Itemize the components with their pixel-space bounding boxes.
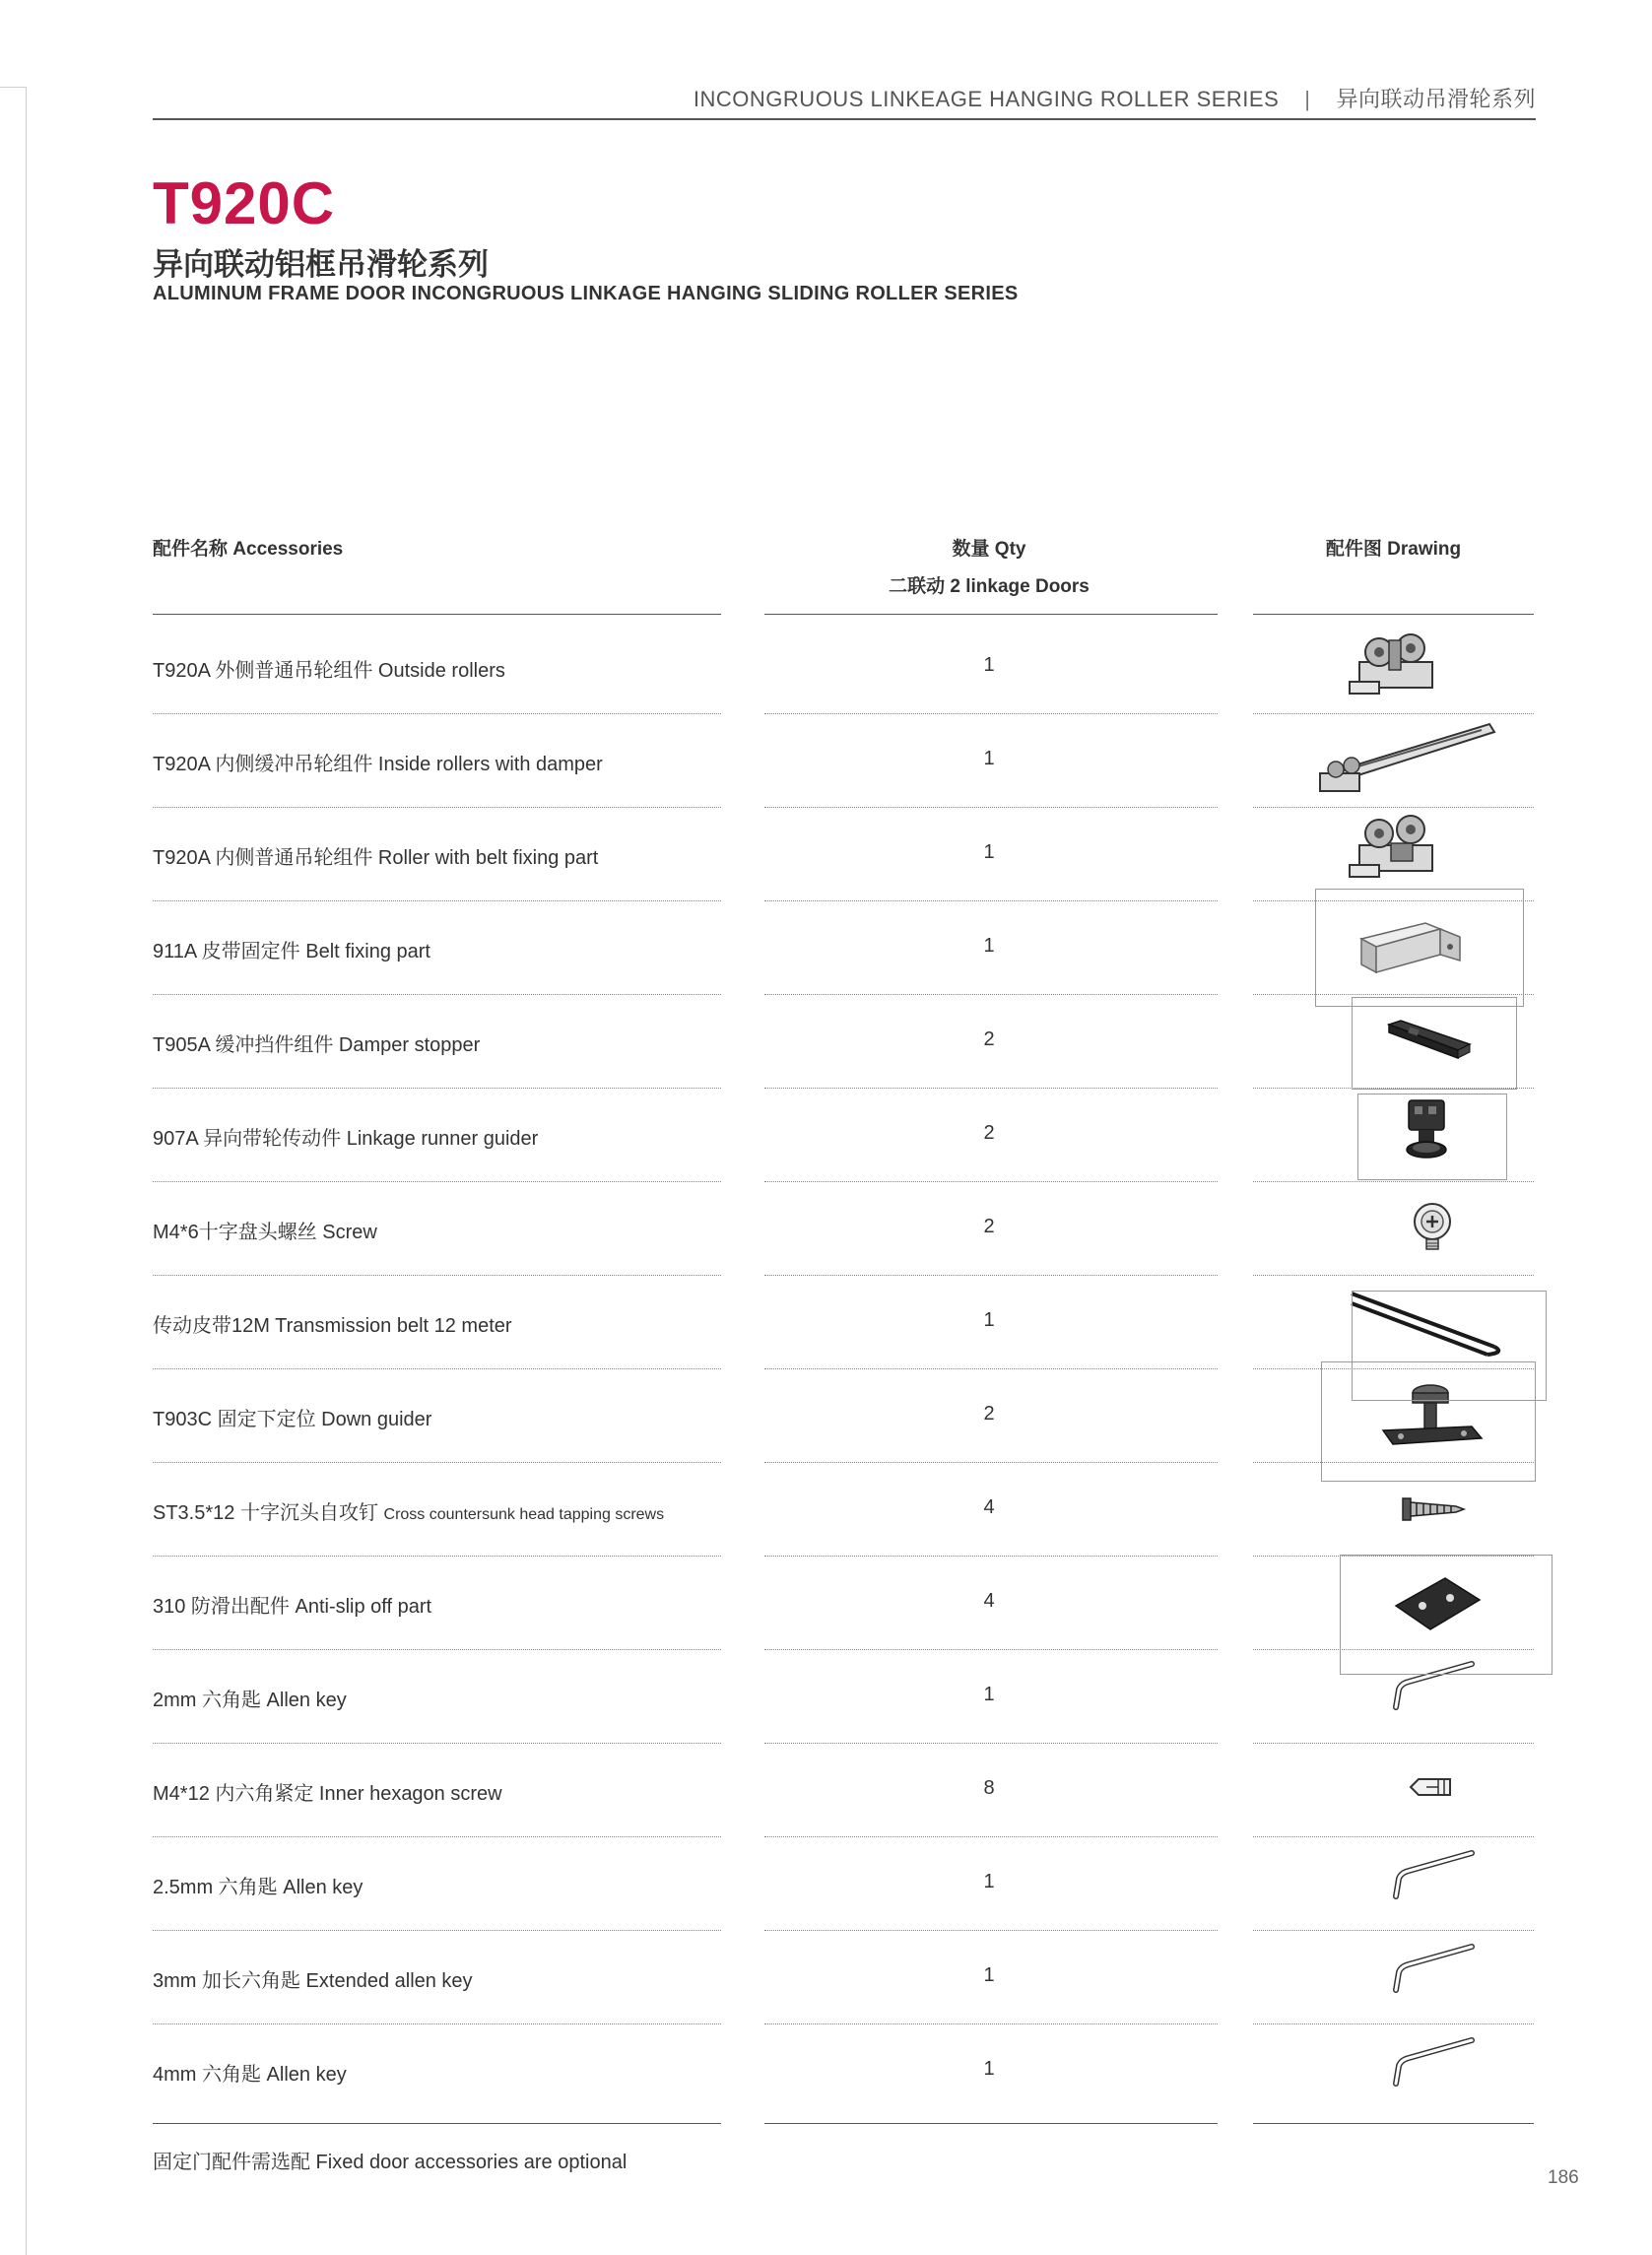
product-title-en: ALUMINUM FRAME DOOR INCONGRUOUS LINKAGE HANGING SLIDING ROLLER SERIES <box>153 283 1019 304</box>
accessory-qty: 1 <box>983 1684 995 1705</box>
table-row <box>0 1744 1652 1837</box>
roller-icon <box>1253 808 1534 901</box>
column-header-qty-sub: 二联动 2 linkage Doors <box>889 576 1090 597</box>
accessory-name: T903C 固定下定位 Down guider <box>153 1409 432 1430</box>
table-row <box>0 1276 1652 1369</box>
table-row <box>0 1837 1652 1931</box>
accessory-name-main: ST3.5*12 十字沉头自攻钉 <box>153 1502 384 1524</box>
table-row <box>0 1557 1652 1650</box>
column-header-qty: 数量 Qty <box>952 539 1026 560</box>
accessory-qty: 1 <box>983 1309 995 1331</box>
header-series-cn: 异向联动吊滑轮系列 <box>1336 87 1536 111</box>
accessory-name-small: Cross countersunk head tapping screws <box>383 1506 665 1523</box>
accessory-name: 3mm 加长六角匙 Extended allen key <box>153 1970 473 1992</box>
table-row <box>0 1463 1652 1557</box>
accessory-name: M4*12 内六角紧定 Inner hexagon screw <box>153 1783 502 1805</box>
accessory-qty: 2 <box>983 1216 995 1237</box>
allen-key-icon <box>1253 2024 1534 2118</box>
table-row <box>0 995 1652 1089</box>
allen-key-icon <box>1253 1931 1534 2024</box>
accessory-qty: 1 <box>983 841 995 863</box>
table-row <box>0 808 1652 901</box>
accessory-name: 310 防滑出配件 Anti-slip off part <box>153 1596 432 1618</box>
table-top-rule <box>764 614 1218 615</box>
accessory-qty: 8 <box>983 1777 995 1799</box>
accessory-name: 4mm 六角匙 Allen key <box>153 2064 347 2086</box>
page-number: 186 <box>1548 2167 1579 2188</box>
accessory-name: M4*6十字盘头螺丝 Screw <box>153 1222 377 1243</box>
product-title-cn: 异向联动铝框吊滑轮系列 <box>153 247 489 282</box>
table-bottom-rule <box>1253 2123 1534 2124</box>
accessory-qty: 2 <box>983 1028 995 1050</box>
table-bottom-rule <box>764 2123 1218 2124</box>
accessory-name: 传动皮带12M Transmission belt 12 meter <box>153 1315 512 1337</box>
accessory-name: T920A 内侧普通吊轮组件 Roller with belt fixing part <box>153 847 599 869</box>
column-header-drawing: 配件图 Drawing <box>1325 539 1462 560</box>
header-series <box>694 83 1536 113</box>
accessory-name: 911A 皮带固定件 Belt fixing part <box>153 941 430 962</box>
table-row <box>0 714 1652 808</box>
accessory-name: 2mm 六角匙 Allen key <box>153 1690 347 1711</box>
damper-roller-icon <box>1253 714 1534 808</box>
anti-slip-icon <box>1253 1557 1534 1650</box>
table-row <box>0 1650 1652 1744</box>
accessory-qty: 4 <box>983 1496 995 1518</box>
pan-screw-icon <box>1253 1182 1534 1276</box>
page-header <box>153 77 1536 120</box>
down-guider-icon <box>1253 1369 1534 1463</box>
accessory-qty: 2 <box>983 1403 995 1425</box>
belt-fixing-icon <box>1253 901 1534 995</box>
accessory-qty: 2 <box>983 1122 995 1144</box>
header-separator: | <box>1304 87 1311 111</box>
table-row <box>0 1369 1652 1463</box>
belt-icon <box>1253 1276 1534 1369</box>
table-row <box>0 1182 1652 1276</box>
accessory-name: 907A 异向带轮传动件 Linkage runner guider <box>153 1128 539 1150</box>
allen-key-icon <box>1253 1650 1534 1744</box>
allen-key-icon <box>1253 1837 1534 1931</box>
damper-stopper-icon <box>1253 995 1534 1089</box>
accessory-name: T905A 缓冲挡件组件 Damper stopper <box>153 1034 481 1056</box>
table-row <box>0 2024 1652 2118</box>
table-row <box>0 1931 1652 2024</box>
accessory-qty: 1 <box>983 654 995 676</box>
accessory-qty: 1 <box>983 748 995 769</box>
column-header-accessories: 配件名称 Accessories <box>153 539 344 560</box>
roller-icon <box>1253 621 1534 714</box>
set-screw-icon <box>1253 1744 1534 1837</box>
product-model: T920C <box>153 170 336 236</box>
accessory-name <box>153 1496 664 1525</box>
table-bottom-rule <box>153 2123 721 2124</box>
accessory-qty: 4 <box>983 1590 995 1612</box>
table-row <box>0 621 1652 714</box>
accessory-qty: 1 <box>983 935 995 957</box>
footer-note: 固定门配件需选配 Fixed door accessories are optional <box>153 2152 628 2173</box>
table-top-rule <box>153 614 721 615</box>
accessory-qty: 1 <box>983 1871 995 1892</box>
table-top-rule <box>1253 614 1534 615</box>
table-row <box>0 901 1652 995</box>
runner-guider-icon <box>1253 1089 1534 1182</box>
accessory-name: T920A 外侧普通吊轮组件 Outside rollers <box>153 660 505 682</box>
accessory-qty: 1 <box>983 2058 995 2080</box>
accessory-name: 2.5mm 六角匙 Allen key <box>153 1877 363 1898</box>
accessory-qty: 1 <box>983 1964 995 1986</box>
tapping-screw-icon <box>1253 1463 1534 1557</box>
header-series-en: INCONGRUOUS LINKEAGE HANGING ROLLER SERIES <box>693 87 1280 111</box>
accessory-name: T920A 内侧缓冲吊轮组件 Inside rollers with damper <box>153 754 603 775</box>
table-row <box>0 1089 1652 1182</box>
